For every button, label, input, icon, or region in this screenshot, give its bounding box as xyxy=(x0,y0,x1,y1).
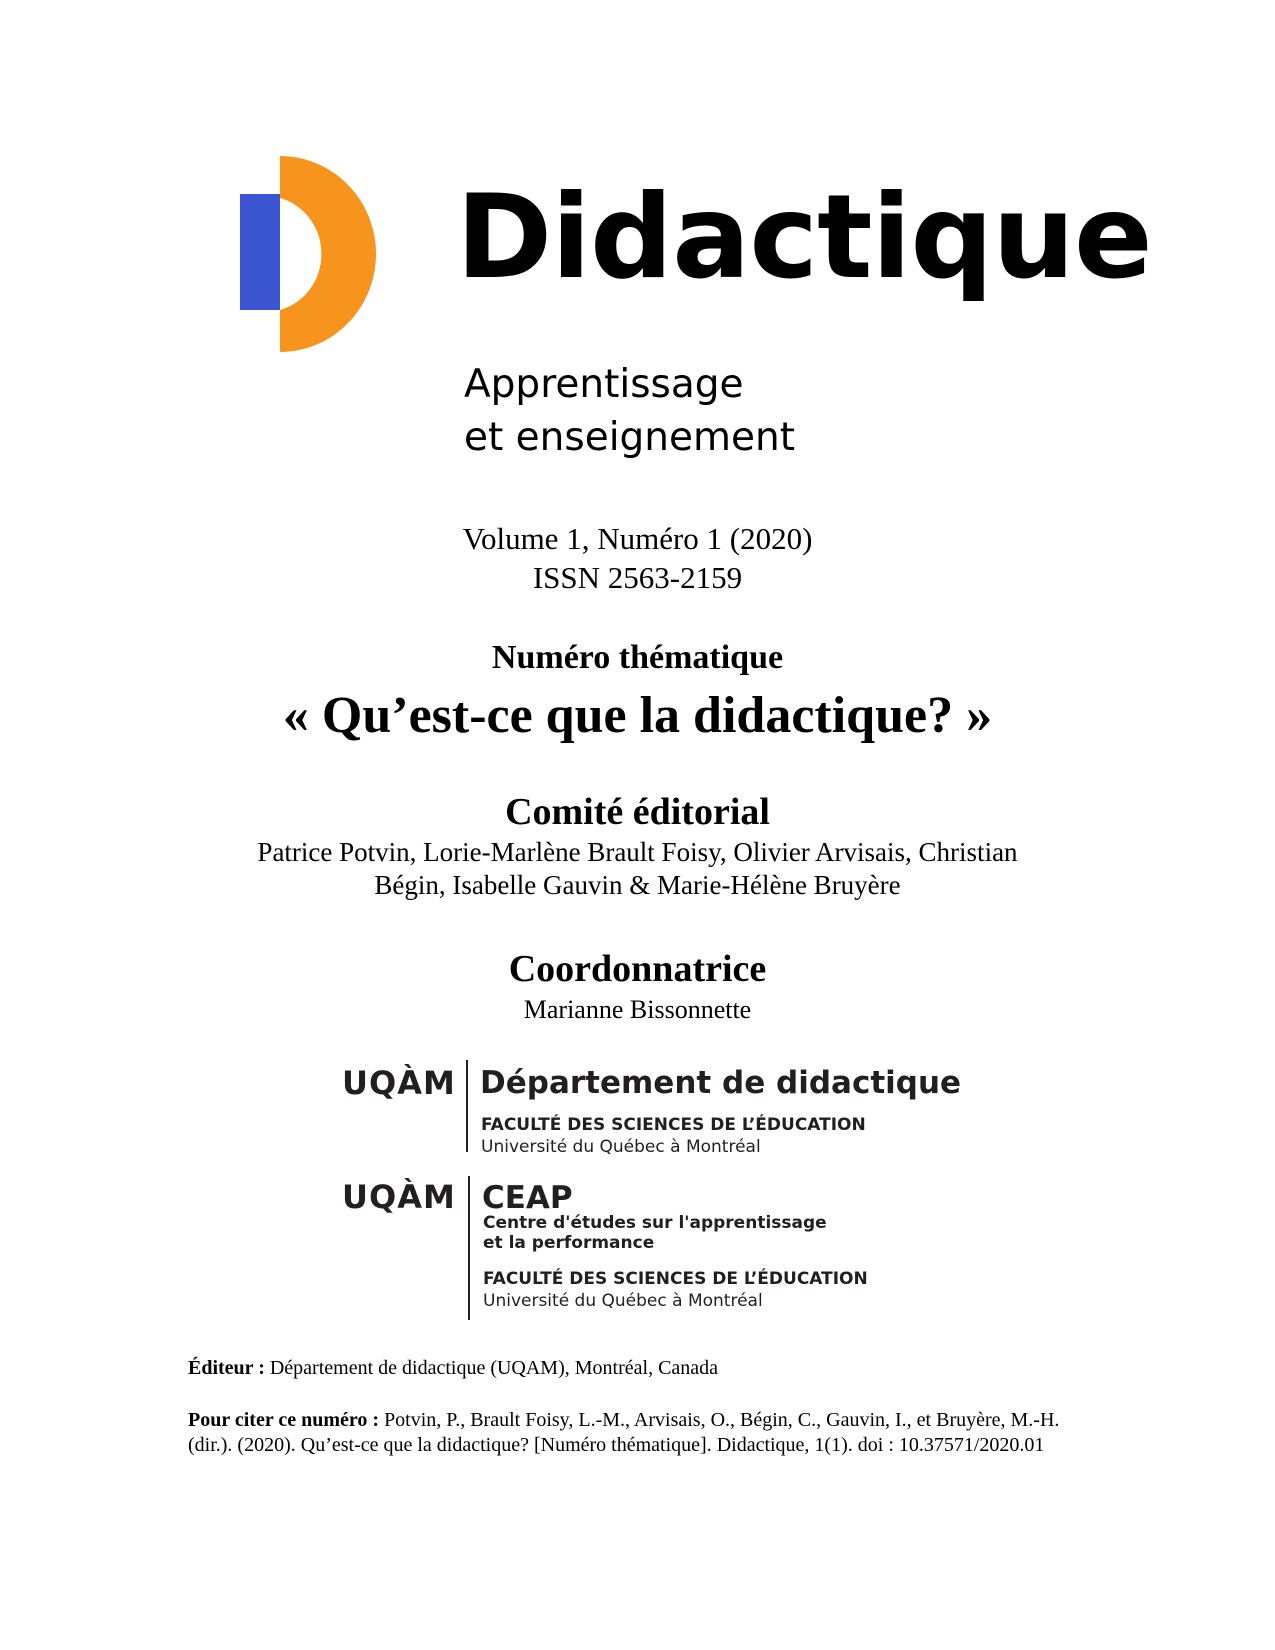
committee-names xyxy=(0,836,1275,902)
uqam-logo: UQÀM xyxy=(342,1178,456,1216)
publisher-label: Éditeur : xyxy=(188,1357,265,1379)
uqam-logo: UQÀM xyxy=(342,1064,456,1102)
issn: ISSN 2563-2159 xyxy=(532,560,743,595)
logo-blue-bar xyxy=(240,194,280,310)
ceap-center-line1: Centre d'études sur l'apprentissage xyxy=(483,1213,827,1233)
citation xyxy=(188,1408,1068,1458)
ceap-center-line2: et la performance xyxy=(483,1233,655,1253)
didactique-logo-icon xyxy=(240,156,380,352)
department-name: Département de didactique xyxy=(480,1065,962,1101)
theme-title: « Qu’est-ce que la didactique? » xyxy=(282,687,993,744)
publisher-line xyxy=(188,1356,1068,1381)
citation-label: Pour citer ce numéro : xyxy=(188,1409,380,1431)
coordinator-name: Marianne Bissonnette xyxy=(523,995,752,1024)
issue-info xyxy=(0,519,1275,597)
journal-subtitle-line1: Apprentissage xyxy=(464,362,744,407)
volume-number: Volume 1, Numéro 1 (2020) xyxy=(462,521,813,556)
committee-heading: Comité éditorial xyxy=(505,791,770,833)
publisher-text: Département de didactique (UQAM), Montréal, Canada xyxy=(269,1357,719,1379)
divider xyxy=(466,1060,468,1152)
theme-label: Numéro thématique xyxy=(491,639,784,676)
coordinator-heading: Coordonnatrice xyxy=(508,948,767,990)
committee-names-line2: Bégin, Isabelle Gauvin & Marie-Hélène Bruyère xyxy=(374,870,901,900)
citation-text: Potvin, P., Brault Foisy, L.-M., Arvisais, O., Bégin, C., Gauvin, I., et Bruyère, M.-H. (dir.). (2020). Qu’est-ce que la didactique? [Numéro thématique]. Didactique, 1(1). doi : 10.37571/2020.01 xyxy=(188,1409,1060,1456)
faculty-name: FACULTÉ DES SCIENCES DE L’ÉDUCATION xyxy=(483,1269,868,1289)
logo-orange-arc xyxy=(280,156,376,352)
journal-subtitle xyxy=(464,358,795,464)
university-name: Université du Québec à Montréal xyxy=(483,1291,763,1311)
faculty-name: FACULTÉ DES SCIENCES DE L’ÉDUCATION xyxy=(481,1115,866,1135)
ceap-name: CEAP xyxy=(482,1180,573,1216)
divider xyxy=(468,1176,470,1320)
journal-title: Didactique xyxy=(456,170,1152,305)
university-name: Université du Québec à Montréal xyxy=(481,1137,761,1157)
committee-names-line1: Patrice Potvin, Lorie-Marlène Brault Foisy, Olivier Arvisais, Christian xyxy=(257,837,1018,867)
journal-subtitle-line2: et enseignement xyxy=(464,415,796,460)
